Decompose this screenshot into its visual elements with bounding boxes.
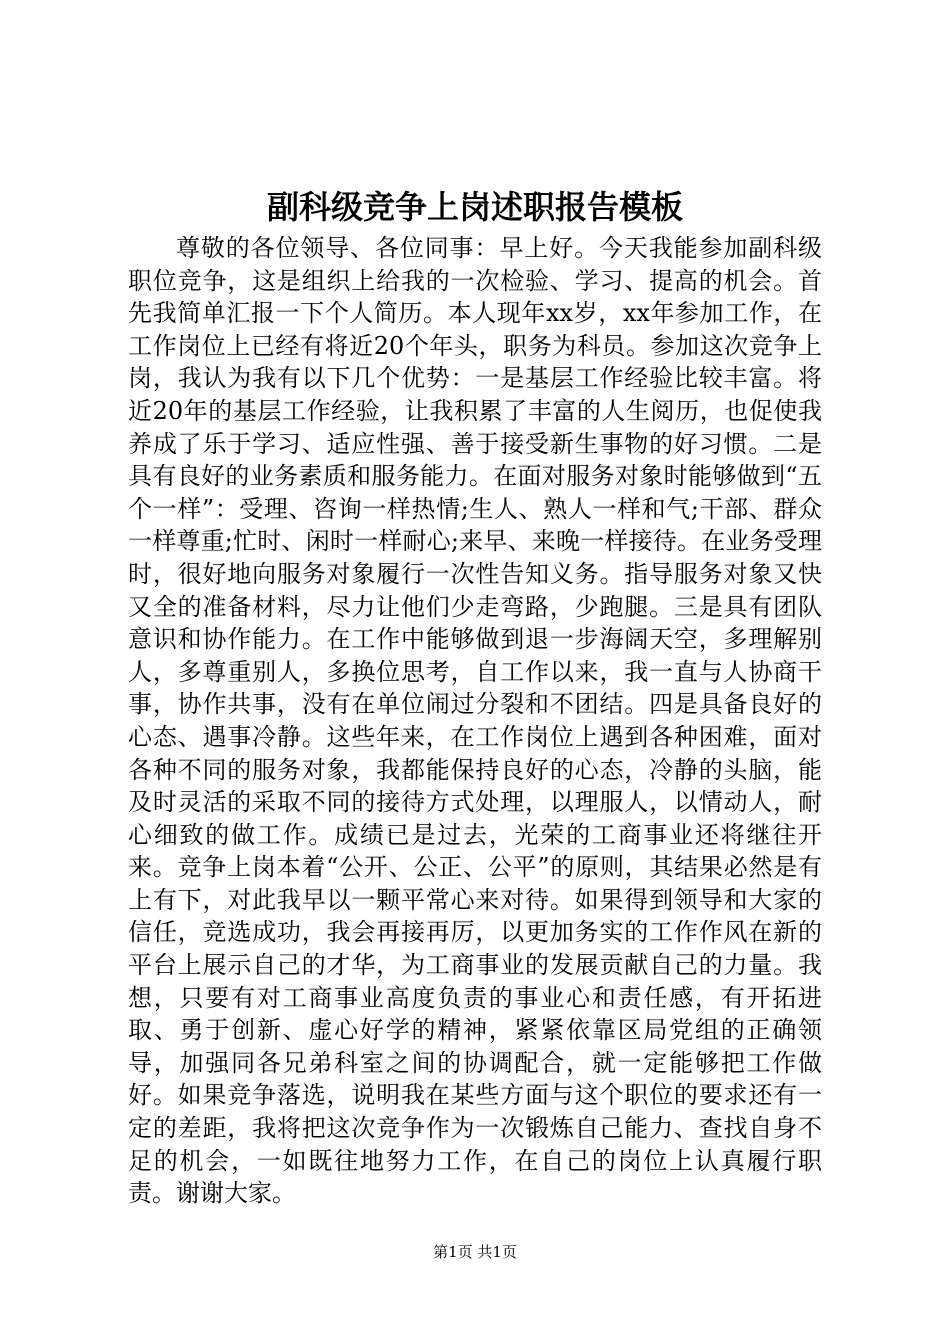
document-title: 副科级竞争上岗述职报告模板 [266,188,683,226]
page-number-footer: 第1页 共1页 [433,1243,517,1261]
document-body: 尊敬的各位领导、各位同事：早上好。今天我能参加副科级职位竞争，这是组织上给我的一次检验、学习、提高的机会。首先我简单汇报一下个人简历。本人现年xx岁，xx年参加工作，在工作岗位上已经有将近20个年头，职务为科员。参加这次竞争上岗，我认为我有以下几个优势：一是基层工作经验比较丰富。将近20年的基层工作经验，让我积累了丰富的人生阅历，也促使我养成了乐于学习、适应性强、善于接受新生事物的好习惯。二是具有良好的业务素质和服务能力。在面对服务对象时能够做到“五个一样”：受理、咨询一样热情;生人、熟人一样和气;干部、群众一样尊重;忙时、闲时一样耐心;来早、来晚一样接待。在业务受理时，很好地向服务对象履行一次性告知义务。指导服务对象又快又全的准备材料，尽力让他们少走弯路，少跑腿。三是具有团队意识和协作能力。在工作中能够做到退一步海阔天空，多理解别人，多尊重别人，多换位思考，自工作以来，我一直与人协商干事，协作共事，没有在单位闹过分裂和不团结。四是具备良好的心态、遇事冷静。这些年来，在工作岗位上遇到各种困难，面对各种不同的服务对象，我都能保持良好的心态，冷静的头脑，能及时灵活的采取不同的接待方式处理，以理服人，以情动人，耐心细致的做工作。成绩已是过去，光荣的工商事业还将继往开来。竞争上岗本着“公开、公正、公平”的原则，其结果必然是有上有下，对此我早以一颗平常心来对待。如果得到领导和大家的信任，竞选成功，我会再接再厉，以更加务实的工作作风在新的平台上展示自己的才华，为工商事业的发展贡献自己的力量。我想，只要有对工商事业高度负责的事业心和责任感，有开拓进取、勇于创新、虚心好学的精神，紧紧依靠区局党组的正确领导，加强同各兄弟科室之间的协调配合，就一定能够把工作做好。如果竞争落选，说明我在某些方面与这个职位的要求还有一定的差距，我将把这次竞争作为一次锻炼自己能力、查找自身不足的机会，一如既往地努力工作，在自己的岗位上认真履行职责。谢谢大家。 [128,234,822,1208]
